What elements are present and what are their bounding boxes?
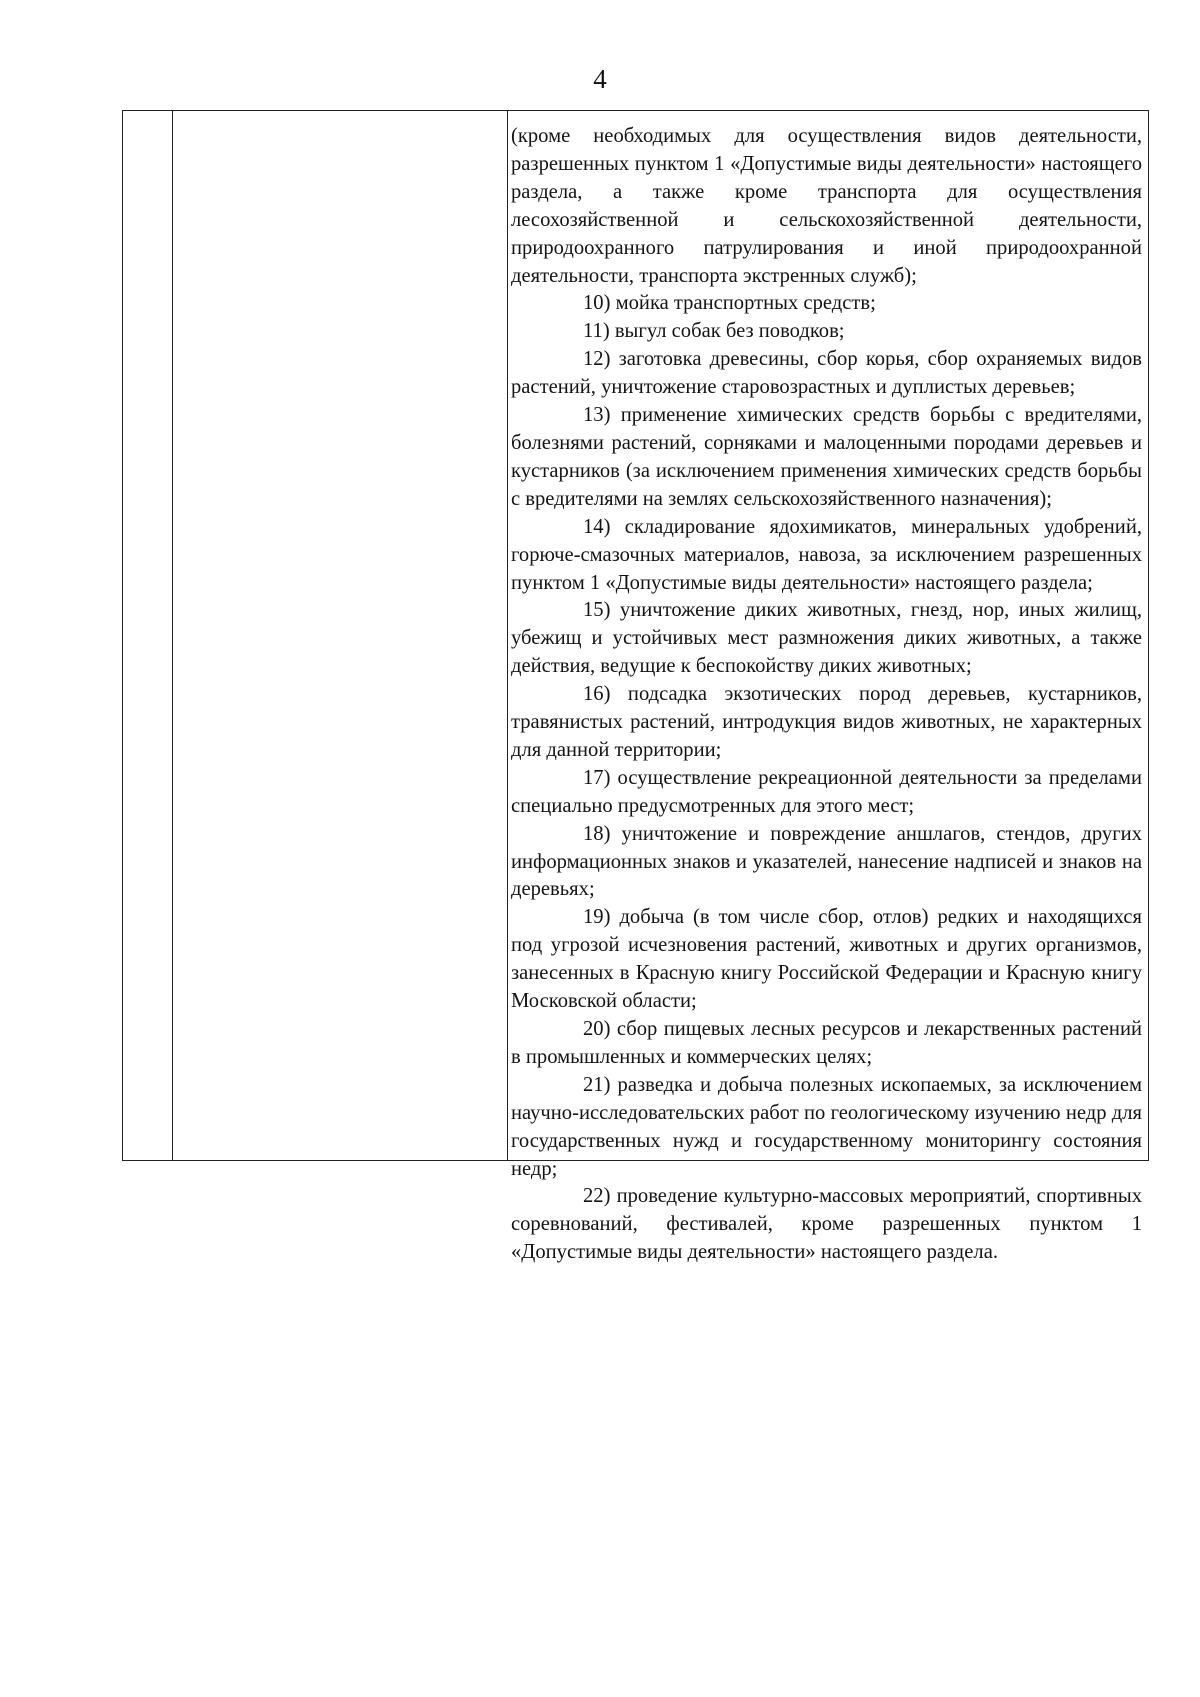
column-divider (507, 111, 508, 1160)
list-item: 13) применение химических средств борьбы с вредителями, болезнями растений, сорняками и малоценными породами деревьев и кустарников (за исключением применения химических средств борьбы с вредителями на землях сельскохозяйственного назначения); (511, 404, 1142, 510)
table-cell-number (123, 111, 172, 1160)
list-item: 22) проведение культурно-массовых мероприятий, спортивных соревнований, фестивалей, кроме разрешенных пунктом 1 «Допустимые виды деятельности» настоящего раздела. (511, 1185, 1142, 1264)
list-item: 18) уничтожение и повреждение аншлагов, стендов, других информационных знаков и указателей, нанесение надписей и знаков на деревьях; (511, 822, 1142, 901)
list-item: 10) мойка транспортных средств; (583, 292, 876, 315)
table-cell-content (511, 123, 1142, 1264)
list-item: 15) уничтожение диких животных, гнезд, нор, иных жилищ, убежищ и устойчивых мест размножения диких животных, а также действия, ведущие к беспокойству диких животных; (511, 599, 1142, 678)
list-item: 12) заготовка древесины, сбор корья, сбор охраняемых видов растений, уничтожение старовозрастных и дуплистых деревьев; (511, 348, 1142, 399)
table-cell-name (173, 111, 507, 1160)
list-item: 20) сбор пищевых лесных ресурсов и лекарственных растений в промышленных и коммерческих целях; (511, 1018, 1142, 1068)
list-item: 14) складирование ядохимикатов, минеральных удобрений, горюче-смазочных материалов, навоза, за исключением разрешенных пунктом 1 «Допустимые виды деятельности» настоящего раздела; (511, 515, 1142, 594)
list-item: 19) добыча (в том числе сбор, отлов) редких и находящихся под угрозой исчезновения растений, животных и других организмов, занесенных в Красную книгу Российской Федерации и Красную книгу Московской области; (511, 906, 1142, 1013)
list-item: 16) подсадка экзотических пород деревьев, кустарников, травянистых растений, интродукция видов животных, не характерных для данной территории; (511, 683, 1142, 761)
list-item: 17) осуществление рекреационной деятельности за пределами специально предусмотренных для этого мест; (511, 766, 1142, 817)
document-table (122, 110, 1149, 1264)
continuation-paragraph: (кроме необходимых для осуществления видов деятельности, разрешенных пунктом 1 «Допустимые виды деятельности» настоящего раздела, а также кроме транспорта для осуществления лесохозяйственной и сельскохозяйственной деятельности, природоохранного патрулирования и иной природоохранной деятельности, транспорта экстренных служб); (511, 125, 1142, 287)
list-item: 11) выгул собак без поводков; (583, 320, 845, 343)
list-item: 21) разведка и добыча полезных ископаемых, за исключением научно-исследовательских работ по геологическому изучению недр для государственных нужд и государственному мониторингу состояния недр; (511, 1073, 1142, 1180)
page-number: 4 (593, 64, 607, 94)
